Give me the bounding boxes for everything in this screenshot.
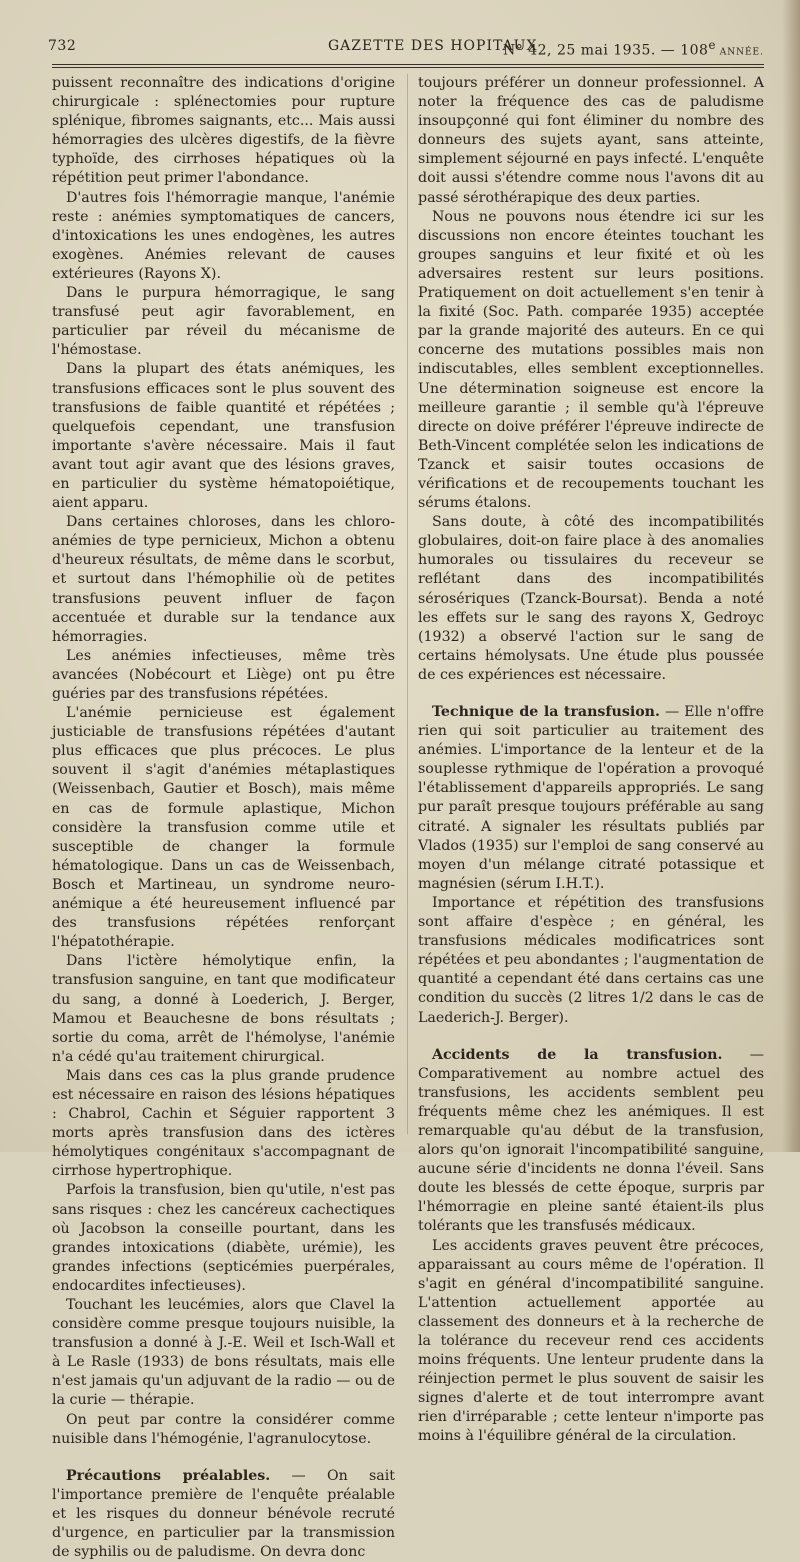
paragraph: Touchant les leucémies, alors que Clavel la considère comme presque toujours nuisible, la transfusion a donné à J.-E. Weil et Isch-Wall et à Le Rasle (1933) de bons résultats, mais elle n'est jamais qu'un adjuvant de la radio — ou de la curie — thérapie. — [52, 1297, 395, 1409]
section-text: — Elle n'offre rien qui soit particulier au traitement des anémies. L'importance de la lenteur et de la souplesse rythmique de l'opération a provoqué l'établissement d'appareils appropriés. Le sang pur paraît presque toujours préférable au sang citraté. A signaler les résultats publiés par Vlados (1935) sur l'emploi de sang conservé au moyen d'un mélange citraté potassique et magnésien (sérum I.H.T.). — [418, 704, 764, 892]
issue-year-label: ANNÉE. — [715, 47, 764, 58]
paragraph: Dans l'ictère hémolytique enfin, la transfusion sanguine, en tant que modificateur du sang, a donné à Loederich, J. Berger, Mamou et Beauchesne de bons résultats ; sortie du coma, arrêt de l'hémolyse, l'anémie n'a cédé qu'au traitement chirurgical. — [52, 953, 395, 1065]
section-accidents — [418, 1046, 764, 1237]
right-column — [418, 74, 764, 1447]
paragraph: Parfois la transfusion, bien qu'utile, n'est pas sans risques : chez les cancéreux cachectiques où Jacobson la conseille pourtant, dans les grandes intoxications (diabète, urémie), les grandes infections (septicémies puerpérales, endocardites infectieuses). — [52, 1182, 395, 1294]
paragraph: Nous ne pouvons nous étendre ici sur les discussions non encore éteintes touchant les groupes sanguins et leur fixité et où les adversaires restent sur leurs positions. Pratiquement on doit actuellement s'en tenir à la fixité (Soc. Path. comparée 1935) acceptée par la grande majorité des auteurs. En ce qui concerne des mutations possibles mais non indiscutables, elles semblent exceptionnelles. Une détermination soigneuse est encore la meilleure garantie ; il semble qu'à l'épreuve directe on doive préférer l'épreuve indirecte de Beth-Vincent complétée selon les indications de Tzanck et saisir toutes occasions de vérifications et de recoupements touchant les sérums étalons. — [418, 208, 764, 512]
issue-number-date: N° 42, 25 mai 1935. — 108 — [503, 42, 709, 59]
page-edge-shadow — [782, 0, 800, 1152]
paragraph: toujours préférer un donneur professionnel. A noter la fréquence des cas de paludisme insoupçonné qui font éliminer du nombre des donneurs des sujets ayant, sans atteinte, simplement séjourné en pays infecté. L'enquête doit aussi s'étendre comme nous l'avons dit au passé sérothérapique des deux parties. — [418, 75, 764, 206]
paragraph: L'anémie pernicieuse est également justiciable de transfusions répétées d'autant plus efficaces que plus précoces. Le plus souvent il s'agit d'anémies métaplastiques (Weissenbach, Gautier et Bosch), mais même en cas de formule aplastique, Michon considère la transfusion comme utile et susceptible de changer la formule hématologique. Dans un cas de Weissenbach, Bosch et Martineau, un syndrome neuro-anémique a été heureusement influencé par des transfusions répétées renforçant l'hépatothérapie. — [52, 705, 395, 951]
section-heading: Accidents de la transfusion. — [432, 1046, 723, 1063]
section-technique — [418, 703, 764, 894]
paragraph: Mais dans ces cas la plus grande prudence est nécessaire en raison des lésions hépatiques : Chabrol, Cachin et Séguier rapportent 3 morts après transfusion dans des ictères hémolytiques congénitaux s'accompagnant de cirrhose hypertrophique. — [52, 1067, 395, 1180]
paragraph: On peut par contre la considérer comme nuisible dans l'hémogénie, l'agranulocytose. — [52, 1411, 395, 1447]
issue-info — [503, 38, 764, 59]
paragraph: Sans doute, à côté des incompatibilités globulaires, doit-on faire place à des anomalies humorales ou tissulaires du receveur se reflétant dans des incompatibilités sérosériques (Tzanck-Boursat). Benda a noté les effets sur le sang des rayons X, Gedroyc (1932) a observé l'action sur le sang de certains hémolysats. Une étude plus poussée de ces expériences est nécessaire. — [418, 514, 764, 683]
paragraph: Importance et répétition des transfusions sont affaire d'espèce ; en général, les transfusions médicales modificatrices sont répétées et peu abondantes ; l'augmentation de quantité a cependant été dans certains cas une condition du succès (2 litres 1/2 dans le cas de Laederich-J. Berger). — [418, 894, 764, 1026]
issue-ordinal-sup: e — [708, 38, 716, 52]
column-divider — [407, 74, 408, 1134]
paragraph: D'autres fois l'hémorragie manque, l'anémie reste : anémies symptomatiques de cancers, d'intoxications les unes endogènes, les autres exogènes. Anémies relevant de causes extérieures (Rayons X). — [52, 189, 395, 282]
section-precautions — [52, 1467, 395, 1562]
paragraph: Dans certaines chloroses, dans les chloro-anémies de type pernicieux, Michon a obtenu d'heureux résultats, de même dans le scorbut, et surtout dans l'hémophilie où de petites transfusions peuvent influer de façon accentuée et durable sur la tendance aux hémorragies. — [52, 514, 395, 645]
section-text: — On sait l'importance première de l'enquête préalable et les risques du donneur bénévole recruté d'urgence, en particulier par la transmission de syphilis ou de paludisme. On devra donc — [52, 1467, 395, 1561]
paragraph: Dans la plupart des états anémiques, les transfusions efficaces sont le plus souvent des transfusions de faible quantité et répétées ; quelquefois cependant, une transfusion importante s'avère nécessaire. Mais il faut avant tout agir avant que des lésions graves, en particulier du système hématopoiétique, aient apparu. — [52, 361, 395, 512]
paragraph: Dans le purpura hémorragique, le sang transfusé peut agir favorablement, en particulier par réveil du mécanisme de l'hémostase. — [52, 285, 395, 359]
header-rule — [52, 64, 764, 68]
paragraph: puissent reconnaître des indications d'origine chirurgicale : splénectomies pour rupture splénique, fibromes saignants, etc... Mais aussi hémorragies des ulcères digestifs, de la fièvre typhoïde, des cirrhoses hépatiques où la répétition peut primer l'abondance. — [52, 75, 395, 187]
section-heading: Précautions préalables. — [66, 1467, 271, 1484]
paragraph: Les anémies infectieuses, même très avancées (Nobécourt et Liège) ont pu être guéries par des transfusions répétées. — [52, 647, 395, 702]
left-column — [52, 74, 395, 1562]
running-header — [48, 38, 764, 60]
journal-title: GAZETTE DES HOPITAUX — [328, 38, 538, 54]
section-heading: Technique de la transfusion. — [432, 704, 660, 720]
section-text: — Comparativement au nombre actuel des transfusions, les accidents semblent peu fréquents même chez les anémiques. Il est remarquable qu'au début de la transfusion, alors qu'on ignorait l'incompatibilité sanguine, aucune série d'incidents ne donna l'éveil. Sans doute les blessés de cette époque, surpris par l'hémorragie en pleine santé étaient-ils plus tolérants que les transfusés médicaux. — [418, 1046, 764, 1235]
page-number: 732 — [48, 38, 77, 54]
paragraph: Les accidents graves peuvent être précoces, apparaissant au cours même de l'opération. Il s'agit en général d'incompatibilité sanguine. L'attention actuellement apportée au classement des donneurs et à la recherche de la tolérance du receveur rend ces accidents moins fréquents. Une lenteur prudente dans la réinjection permet le plus souvent de saisir les signes d'alerte et de tout interrompre avant rien d'irréparable ; cette lenteur n'importe pas moins à l'équilibre général de la circulation. — [418, 1237, 764, 1445]
